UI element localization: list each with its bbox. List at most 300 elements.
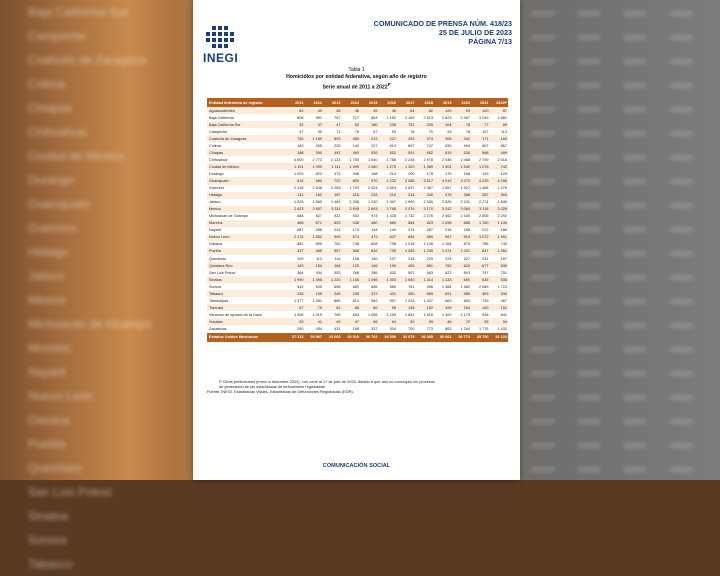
table-row	[207, 121, 508, 128]
blurred-bg-bar	[520, 408, 720, 432]
blurred-bg-bar	[520, 288, 720, 312]
row-entity-name: Guanajuato	[207, 177, 286, 184]
row-value: 1 516	[423, 312, 433, 317]
row-value: 574	[342, 234, 361, 241]
row-value: 907	[389, 298, 396, 303]
logo-square	[212, 44, 216, 48]
row-value: 1 374	[434, 248, 453, 255]
row-value: 2 637	[404, 186, 415, 191]
row-entity-name: Morelos	[207, 220, 286, 227]
press-release-number: COMUNICADO DE PRENSA NÚM. 418/23	[373, 19, 512, 28]
row-value: 87	[490, 107, 509, 114]
row-value: 808	[371, 242, 378, 247]
row-value: 847	[471, 248, 490, 255]
row-value: 2 076	[423, 214, 433, 219]
row-value: 800	[463, 298, 470, 303]
table-row	[207, 114, 508, 121]
row-value: 109	[297, 256, 304, 261]
table-row	[207, 283, 508, 290]
row-value: 2 623	[286, 206, 305, 213]
row-value: 1 314	[416, 276, 435, 283]
row-value: 893	[323, 135, 342, 142]
row-value: 822	[315, 171, 322, 176]
row-value: 75	[305, 304, 324, 311]
logo-square	[206, 44, 210, 48]
row-value: 1 164	[441, 242, 452, 247]
blurred-bg-text: Campeche	[28, 29, 87, 43]
row-entity-name: Campeche	[209, 129, 228, 134]
row-value: 1 540	[367, 157, 378, 162]
row-value: 126	[397, 304, 416, 311]
row-value: 169	[352, 326, 359, 331]
row-value: 100	[471, 107, 490, 114]
row-value: 568	[342, 248, 361, 255]
row-value: 1 080	[360, 163, 379, 170]
row-value: 306	[434, 135, 453, 142]
column-header-year: 2014	[342, 98, 361, 107]
row-value: 78	[354, 129, 359, 134]
press-release-header	[374, 19, 512, 46]
row-value: 143	[482, 171, 489, 176]
row-value: 830	[445, 143, 452, 148]
row-value: 1 561	[312, 298, 322, 303]
row-value: 2 169	[404, 115, 415, 120]
table-subtitle-text: Serie anual de 2011 a 2022	[322, 84, 388, 91]
row-value: 1 845	[497, 200, 507, 205]
row-value: 286	[315, 228, 322, 233]
row-value: 67	[373, 129, 378, 134]
logo-square	[230, 32, 234, 36]
row-value: 671	[305, 220, 324, 227]
row-value: 507	[408, 270, 415, 275]
row-value: 1 111	[323, 163, 342, 170]
column-header-year: 2020	[453, 98, 472, 107]
row-value: 619	[434, 149, 453, 156]
row-value: 987	[434, 234, 453, 241]
blurred-bg-text: Oaxaca	[28, 413, 70, 427]
row-value: 45	[323, 107, 342, 114]
table-row	[207, 135, 508, 142]
row-value: 1 755	[349, 157, 359, 162]
row-value: 803	[463, 270, 470, 275]
row-value: 1 489	[416, 163, 435, 170]
row-value: 1 788	[386, 157, 396, 162]
row-value: 469	[342, 135, 361, 142]
row-value: 1 230	[367, 200, 378, 205]
column-header-year: 2015	[360, 98, 379, 107]
row-value: 233	[360, 192, 379, 199]
row-value: 1 003	[293, 171, 304, 176]
note-preliminary: P Cifras preliminares (enero a diciembre 2022), con corte al 17 de julio de 2023, debido a que aún no concluyen los procesos	[219, 379, 435, 384]
row-value: 782	[434, 262, 453, 269]
row-value: 93	[391, 129, 396, 134]
total-value: 20 010	[342, 333, 361, 342]
row-value: 227	[371, 143, 378, 148]
row-value: 438	[342, 220, 361, 227]
row-value: 300	[490, 192, 509, 199]
table-total-row	[207, 333, 508, 342]
row-value: 431	[379, 290, 398, 297]
row-value: 2 241	[460, 200, 470, 205]
table-row	[207, 170, 508, 177]
row-value: 227	[379, 135, 398, 142]
row-value: 2 016	[497, 157, 507, 162]
row-value: 1 432	[497, 326, 507, 331]
total-value: 35 700	[471, 333, 490, 342]
row-value: 82	[416, 107, 435, 114]
row-value: 195	[305, 290, 324, 297]
row-value: 42	[286, 121, 305, 128]
row-value: 198	[371, 171, 378, 176]
row-value: 1 061	[490, 248, 509, 255]
row-value: 504	[389, 326, 396, 331]
table-row	[207, 311, 508, 318]
row-value: 886	[453, 220, 472, 227]
table-row	[207, 142, 508, 149]
logo-square	[218, 26, 222, 30]
row-value: 286	[371, 270, 378, 275]
row-value: 140	[352, 143, 359, 148]
total-value: 36 773	[453, 333, 472, 342]
row-value: 841	[500, 312, 507, 317]
row-value: 106	[352, 256, 359, 261]
row-value: 3 311	[323, 206, 342, 213]
blurred-bg-bar	[520, 192, 720, 216]
blurred-left-background	[0, 0, 190, 571]
logo-square	[230, 38, 234, 42]
row-value: 1 306	[293, 312, 304, 317]
row-value: 2 772	[312, 157, 322, 162]
row-value: 658	[334, 284, 341, 289]
row-value: 932	[352, 214, 359, 219]
logo-square	[206, 38, 210, 42]
row-value: 880	[334, 298, 341, 303]
row-entity-name: Veracruz de Ignacio de la Llave	[209, 312, 262, 317]
row-value: 863	[352, 312, 359, 317]
logo-square	[218, 32, 222, 36]
row-value: 193	[379, 262, 398, 269]
row-value: 948	[482, 312, 489, 317]
row-value: 808	[297, 115, 304, 120]
column-header-year: 2018	[416, 98, 435, 107]
logo-square	[224, 26, 228, 30]
row-value: 717	[352, 115, 359, 120]
row-value: 1 376	[497, 186, 507, 191]
row-value: 3 517	[416, 177, 435, 184]
row-value: 200	[416, 121, 435, 128]
press-release-date: 25 DE JULIO DE 2023	[438, 28, 512, 37]
row-entity-name: Hidalgo	[207, 192, 286, 199]
row-value: 225	[334, 143, 341, 148]
row-value: 687	[297, 228, 304, 233]
table-row	[207, 241, 508, 248]
logo-square	[224, 38, 228, 42]
row-value: 2 488	[460, 157, 470, 162]
row-entity-name: Michoacán de Ocampo	[209, 214, 249, 219]
row-value: 909	[323, 234, 342, 241]
table-row	[207, 128, 508, 135]
row-value: 82	[286, 107, 305, 114]
row-value: 786	[482, 242, 489, 247]
row-value: 1 303	[379, 276, 398, 283]
row-value: 669	[379, 220, 398, 227]
row-value: 231	[482, 256, 489, 261]
row-value: 144	[371, 228, 378, 233]
row-value: 52	[397, 318, 416, 325]
row-value: 684	[305, 177, 324, 184]
row-value: 2 967	[460, 115, 470, 120]
table-notes	[207, 379, 507, 394]
row-value: 368	[453, 192, 472, 199]
row-value: 682	[371, 298, 378, 303]
row-value: 536	[453, 149, 472, 156]
row-value: 2 823	[441, 115, 452, 120]
table-row	[207, 220, 508, 227]
row-value: 823	[416, 220, 435, 227]
blurred-bg-text: Puebla	[28, 437, 66, 451]
row-value: 542	[297, 284, 304, 289]
row-value: 1 852	[305, 234, 324, 241]
row-value: 146	[360, 262, 379, 269]
table-title: Homicidios por entidad federativa, según año de registro	[286, 74, 427, 80]
row-value: 580	[389, 284, 396, 289]
row-entity-name: Guerrero	[209, 186, 225, 191]
row-value: 684	[397, 234, 416, 241]
row-value: 265	[315, 143, 322, 148]
table-row	[207, 107, 508, 114]
row-value: 2 424	[367, 186, 378, 191]
row-value: 585	[453, 290, 472, 297]
row-value: 735	[379, 248, 398, 255]
logo-square	[206, 26, 210, 30]
inegi-logo	[203, 26, 239, 65]
row-value: 93	[453, 107, 472, 114]
blurred-bg-text: Guerrero	[28, 221, 77, 235]
total-value: 24 559	[379, 333, 398, 342]
row-value: 152	[416, 304, 435, 311]
row-entity-name: Zacatecas	[209, 326, 227, 331]
total-value: 27 213	[286, 333, 305, 342]
row-value: 568	[471, 149, 490, 156]
blurred-bg-bar	[520, 144, 720, 168]
blurred-bg-bar	[520, 456, 720, 480]
row-value: 61	[323, 304, 342, 311]
row-value: 499	[490, 149, 509, 156]
row-value: 332	[389, 270, 396, 275]
logo-square	[230, 26, 234, 30]
row-value: 1 090	[305, 163, 324, 170]
row-value: 3 370	[453, 177, 472, 184]
row-value: 1 527	[460, 186, 470, 191]
blurred-bg-text: Hidalgo	[28, 245, 69, 259]
row-value: 525	[315, 284, 322, 289]
column-header-year: 2017	[397, 98, 416, 107]
page-number: PÁGINA 7/13	[468, 37, 512, 46]
blurred-bg-text: Coahuila de Zaragoza	[28, 53, 147, 67]
row-value: 1 729	[349, 186, 359, 191]
row-value: 539	[360, 149, 379, 156]
table-row	[207, 163, 508, 170]
row-value: 863	[445, 298, 452, 303]
row-entity-name: Chiapas	[207, 149, 286, 156]
row-entity-name: Baja California Sur	[207, 121, 286, 128]
row-value: 187	[500, 256, 507, 261]
blurred-bg-bar	[520, 72, 720, 96]
total-value: 36 661	[434, 333, 453, 342]
row-value: 813	[352, 298, 359, 303]
row-value: 2 274	[478, 200, 489, 205]
row-value: 854	[371, 115, 378, 120]
row-value: 186	[500, 228, 507, 233]
row-entity-name: Yucatán	[207, 318, 286, 325]
row-value: 700	[408, 326, 415, 331]
row-value: 47	[323, 121, 342, 128]
column-header-year: 2022P	[490, 98, 509, 107]
column-header-year: 2016	[379, 98, 398, 107]
row-value: 453	[471, 290, 490, 297]
row-value: 635	[471, 276, 490, 283]
row-value: 3 249	[478, 115, 489, 120]
row-value: 4 019	[434, 177, 453, 184]
row-value: 1 400	[441, 312, 452, 317]
row-value: 152	[490, 304, 509, 311]
row-value: 1 249	[416, 248, 435, 255]
blurred-bg-bar	[520, 336, 720, 360]
row-value: 615	[286, 177, 305, 184]
row-value: 1 133	[434, 276, 453, 283]
row-value: 1 640	[397, 276, 416, 283]
blurred-bg-text: Nayarit	[28, 365, 67, 379]
row-value: 337	[371, 326, 378, 331]
table-row	[207, 248, 508, 255]
row-value: 450	[397, 290, 416, 297]
blurred-bg-text: Jalisco	[28, 269, 65, 283]
row-value: 125	[342, 262, 361, 269]
table-row	[207, 177, 508, 184]
row-value: 178	[426, 171, 433, 176]
row-value: 583	[426, 270, 433, 275]
row-value: 154	[305, 262, 324, 269]
row-value: 71	[336, 129, 341, 134]
homicides-table	[207, 98, 508, 342]
row-value: 1 557	[441, 186, 452, 191]
inegi-logo-text: INEGI	[203, 51, 239, 65]
row-entity-name: Baja California	[209, 115, 234, 120]
inegi-grid-icon	[206, 26, 237, 48]
row-value: 224	[334, 228, 341, 233]
blurred-bg-bar	[520, 120, 720, 144]
row-value: 163	[286, 262, 305, 269]
row-value: 1 377	[293, 298, 304, 303]
blurred-bg-bar	[520, 24, 720, 48]
row-value: 314	[397, 192, 416, 199]
row-value: 224	[445, 256, 452, 261]
row-value: 353	[334, 270, 341, 275]
row-value: 90	[317, 129, 322, 134]
row-value: 168	[463, 171, 470, 176]
row-value: 465	[305, 248, 324, 255]
row-value: 2 913	[423, 115, 433, 120]
row-value: 868	[297, 214, 304, 219]
row-value: 211	[286, 192, 305, 199]
note-source: Fuente: INEGI. Estadísticas Vitales. Estadísticas de Defunciones Registradas (EDR).	[207, 389, 354, 394]
row-value: 2 418	[293, 186, 304, 191]
row-entity-name: Tabasco	[207, 290, 286, 297]
table-row	[207, 199, 508, 206]
blurred-bg-bar	[520, 216, 720, 240]
total-value: 36 685	[416, 333, 435, 342]
row-entity-name: Quintana Roo	[207, 262, 286, 269]
document-page	[193, 0, 520, 480]
row-value: 607	[482, 143, 489, 148]
row-value: 253	[397, 135, 416, 142]
row-value: 690	[453, 276, 472, 283]
total-value: 32 079	[397, 333, 416, 342]
column-header-year: 2011	[286, 98, 305, 107]
row-value: 468	[286, 220, 305, 227]
row-value: 87	[286, 304, 305, 311]
row-value: 1 851	[404, 312, 415, 317]
row-value: 1 776	[478, 326, 489, 331]
blurred-bg-text: Michoacán de Ocampo	[28, 317, 152, 331]
row-value: 55	[471, 318, 490, 325]
blurred-bg-text: Sonora	[28, 533, 67, 547]
column-header-year: 2021	[471, 98, 490, 107]
blurred-bg-text: Sinaloa	[28, 509, 69, 523]
row-value: 455	[397, 262, 416, 269]
row-value: 1 149	[490, 220, 509, 227]
row-value: 1 384	[441, 284, 452, 289]
row-value: 748	[352, 242, 359, 247]
row-value: 372	[360, 290, 379, 297]
table-row	[207, 192, 508, 199]
row-value: 137	[389, 256, 396, 261]
row-value: 2 526	[441, 200, 452, 205]
logo-square	[212, 38, 216, 42]
row-value: 213	[360, 135, 379, 142]
row-value: 835	[490, 262, 509, 269]
row-value: 1 732	[404, 214, 415, 219]
row-value: 2 759	[478, 157, 489, 162]
row-value: 112	[315, 256, 322, 261]
row-value: 116	[334, 256, 341, 261]
row-value: 3 242	[434, 206, 453, 213]
row-value: 164	[323, 262, 342, 269]
row-value: 1 180	[305, 135, 324, 142]
row-value: 175	[445, 171, 452, 176]
row-value: 1 232	[379, 177, 398, 184]
table-row	[207, 149, 508, 156]
row-entity-name: Colima	[209, 143, 221, 148]
row-value: 996	[426, 284, 433, 289]
row-value: 46	[379, 107, 398, 114]
row-value: 200	[408, 171, 415, 176]
row-value: 591	[397, 149, 416, 156]
row-value: 340	[416, 192, 435, 199]
row-value: 2 768	[379, 206, 398, 213]
row-value: 807	[408, 143, 415, 148]
footer-communication: COMUNICACIÓN SOCIAL	[322, 463, 391, 469]
row-value: 162	[305, 192, 324, 199]
row-value: 1 428	[386, 214, 396, 219]
row-value: 629	[323, 220, 342, 227]
row-value: 1 301	[434, 163, 453, 170]
table-body	[207, 107, 508, 333]
row-value: 70	[428, 129, 433, 134]
row-value: 1 481	[330, 200, 341, 205]
table-row	[207, 227, 508, 234]
row-value: 552	[379, 149, 398, 156]
